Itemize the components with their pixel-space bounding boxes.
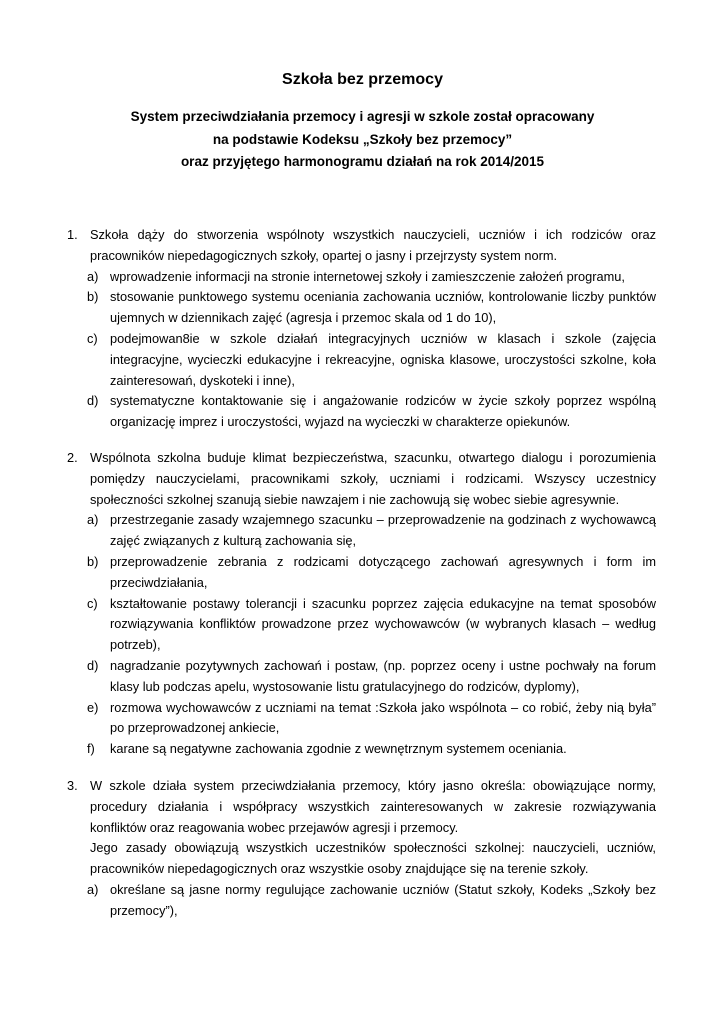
subtitle-line: oraz przyjętego harmonogramu działań na rok 2014/2015 xyxy=(180,154,545,169)
list-item-letter: a) xyxy=(87,268,99,284)
list-item-letter: e) xyxy=(87,699,99,715)
list-item-letter: f) xyxy=(87,741,95,757)
list-item xyxy=(64,267,656,288)
section-paragraph xyxy=(64,448,656,510)
list-item-letter: a) xyxy=(87,881,99,897)
document-title: Szkoła bez przemocy xyxy=(282,71,443,88)
list-item-letter: d) xyxy=(87,393,99,409)
section-text: Szkoła dąży do stworzenia wspólnoty wszystkich nauczycieli, uczniów i ich rodziców oraz pracowników niepedagogicznych szkoły, opartej o jasny i przejrzysty system norm. xyxy=(90,227,656,263)
list-item-text: nagradzanie pozytywnych zachowań i postaw, (np. poprzez oceny i ustne pochwały na forum klasy lub podczas apelu, wystosowanie listu gratulacyjnego do rodziców, dyplomy), xyxy=(110,657,656,694)
list-item xyxy=(64,880,656,922)
list-item-letter: b) xyxy=(87,553,99,569)
list-item-text: stosowanie punktowego systemu oceniania zachowania uczniów, kontrolowanie liczby punktów ujemnych w dziennikach zajęć (agresja i przemoc skala od 1 do 10), xyxy=(110,289,656,326)
list-item-text: systematyczne kontaktowanie się i angażowanie rodziców w życie szkoły poprzez wspólną organizację imprez i uroczystości, wyjazd na wycieczki w charakterze opiekunów. xyxy=(110,393,656,430)
list-item-text: kształtowanie postawy tolerancji i szacunku poprzez zajęcia edukacyjne na temat sposobów rozwiązywania konfliktów prowadzone przez wychowawców (w wybranych klasach – według potrzeb), xyxy=(110,595,656,653)
list-item-text: przestrzeganie zasady wzajemnego szacunku – przeprowadzenie na godzinach z wychowawcą zajęć związanych z kulturą zachowania się, xyxy=(110,512,656,549)
list-item xyxy=(64,391,656,433)
list-item xyxy=(64,739,656,760)
list-item-text: karane są negatywne zachowania zgodnie z wewnętrznym systemem oceniania. xyxy=(110,741,567,757)
list-item xyxy=(64,329,656,391)
list-item xyxy=(64,552,656,594)
section-1 xyxy=(64,225,656,433)
subtitle-line: na podstawie Kodeksu „Szkoły bez przemocy” xyxy=(212,131,513,147)
list-item xyxy=(64,698,656,740)
list-item-letter: d) xyxy=(87,657,99,673)
list-item-text: przeprowadzenie zebrania z rodzicami dotyczącego zachowań agresywnych i form im przeciwdziałania, xyxy=(110,553,656,590)
subtitle-line: System przeciwdziałania przemocy i agresji w szkole został opracowany xyxy=(130,109,595,124)
list-item xyxy=(64,287,656,329)
list-item-letter: a) xyxy=(87,512,99,528)
section-number: 1. xyxy=(67,227,78,242)
section-text: Wspólnota szkolna buduje klimat bezpieczeństwa, szacunku, otwartego dialogu i porozumienia pomiędzy nauczycielami, pracownikami szkoły, uczniami i rodzicami. Wszyscy uczestnicy społeczności szkolnej szanują siebie nawzajem i nie zachowują się wobec siebie agresywnie. xyxy=(90,450,656,507)
section-3 xyxy=(64,776,656,922)
list-item xyxy=(64,510,656,552)
list-item-letter: c) xyxy=(87,595,98,611)
list-item-letter: c) xyxy=(87,330,98,346)
list-item-text: wprowadzenie informacji na stronie internetowej szkoły i zamieszczenie założeń programu, xyxy=(110,268,625,284)
section-text-continued: Jego zasady obowiązują wszystkich uczestników społeczności szkolnej: nauczycieli, uczniów, pracowników niepedagogicznych oraz wszystkie osoby znajdujące się na terenie szkoły. xyxy=(90,840,656,877)
sub-list xyxy=(64,510,656,760)
list-item-text: określane są jasne normy regulujące zachowanie uczniów (Statut szkoły, Kodeks „Szkoły bez przemocy”), xyxy=(110,881,656,918)
list-item xyxy=(64,656,656,698)
list-item xyxy=(64,594,656,656)
section-2 xyxy=(64,448,656,760)
list-item-text: rozmowa wychowawców z uczniami na temat :Szkoła jako wspólnota – co robić, żeby nią była” po przeprowadzonej ankiecie, xyxy=(110,699,656,736)
section-number: 3. xyxy=(67,778,78,793)
sub-list xyxy=(64,267,656,433)
section-paragraph xyxy=(64,776,656,880)
list-item-text: podejmowan8ie w szkole działań integracyjnych uczniów w klasach i szkole (zajęcia integracyjne, wycieczki edukacyjne i rekreacyjne, ogniska klasowe, uroczystości szkolne, koła zainteresowań, dyskoteki i inne), xyxy=(110,330,656,388)
section-paragraph xyxy=(64,225,656,267)
section-number: 2. xyxy=(67,450,78,465)
document-subtitle xyxy=(0,106,725,174)
list-item-letter: b) xyxy=(87,289,99,305)
sub-list xyxy=(64,880,656,922)
section-text: W szkole działa system przeciwdziałania przemocy, który jasno określa: obowiązujące normy, procedury działania i współpracy wszystkich zainteresowanych w zakresie rozwiązywania konfliktów oraz reagowania wobec przejawów agresji i przemocy. xyxy=(90,778,656,835)
